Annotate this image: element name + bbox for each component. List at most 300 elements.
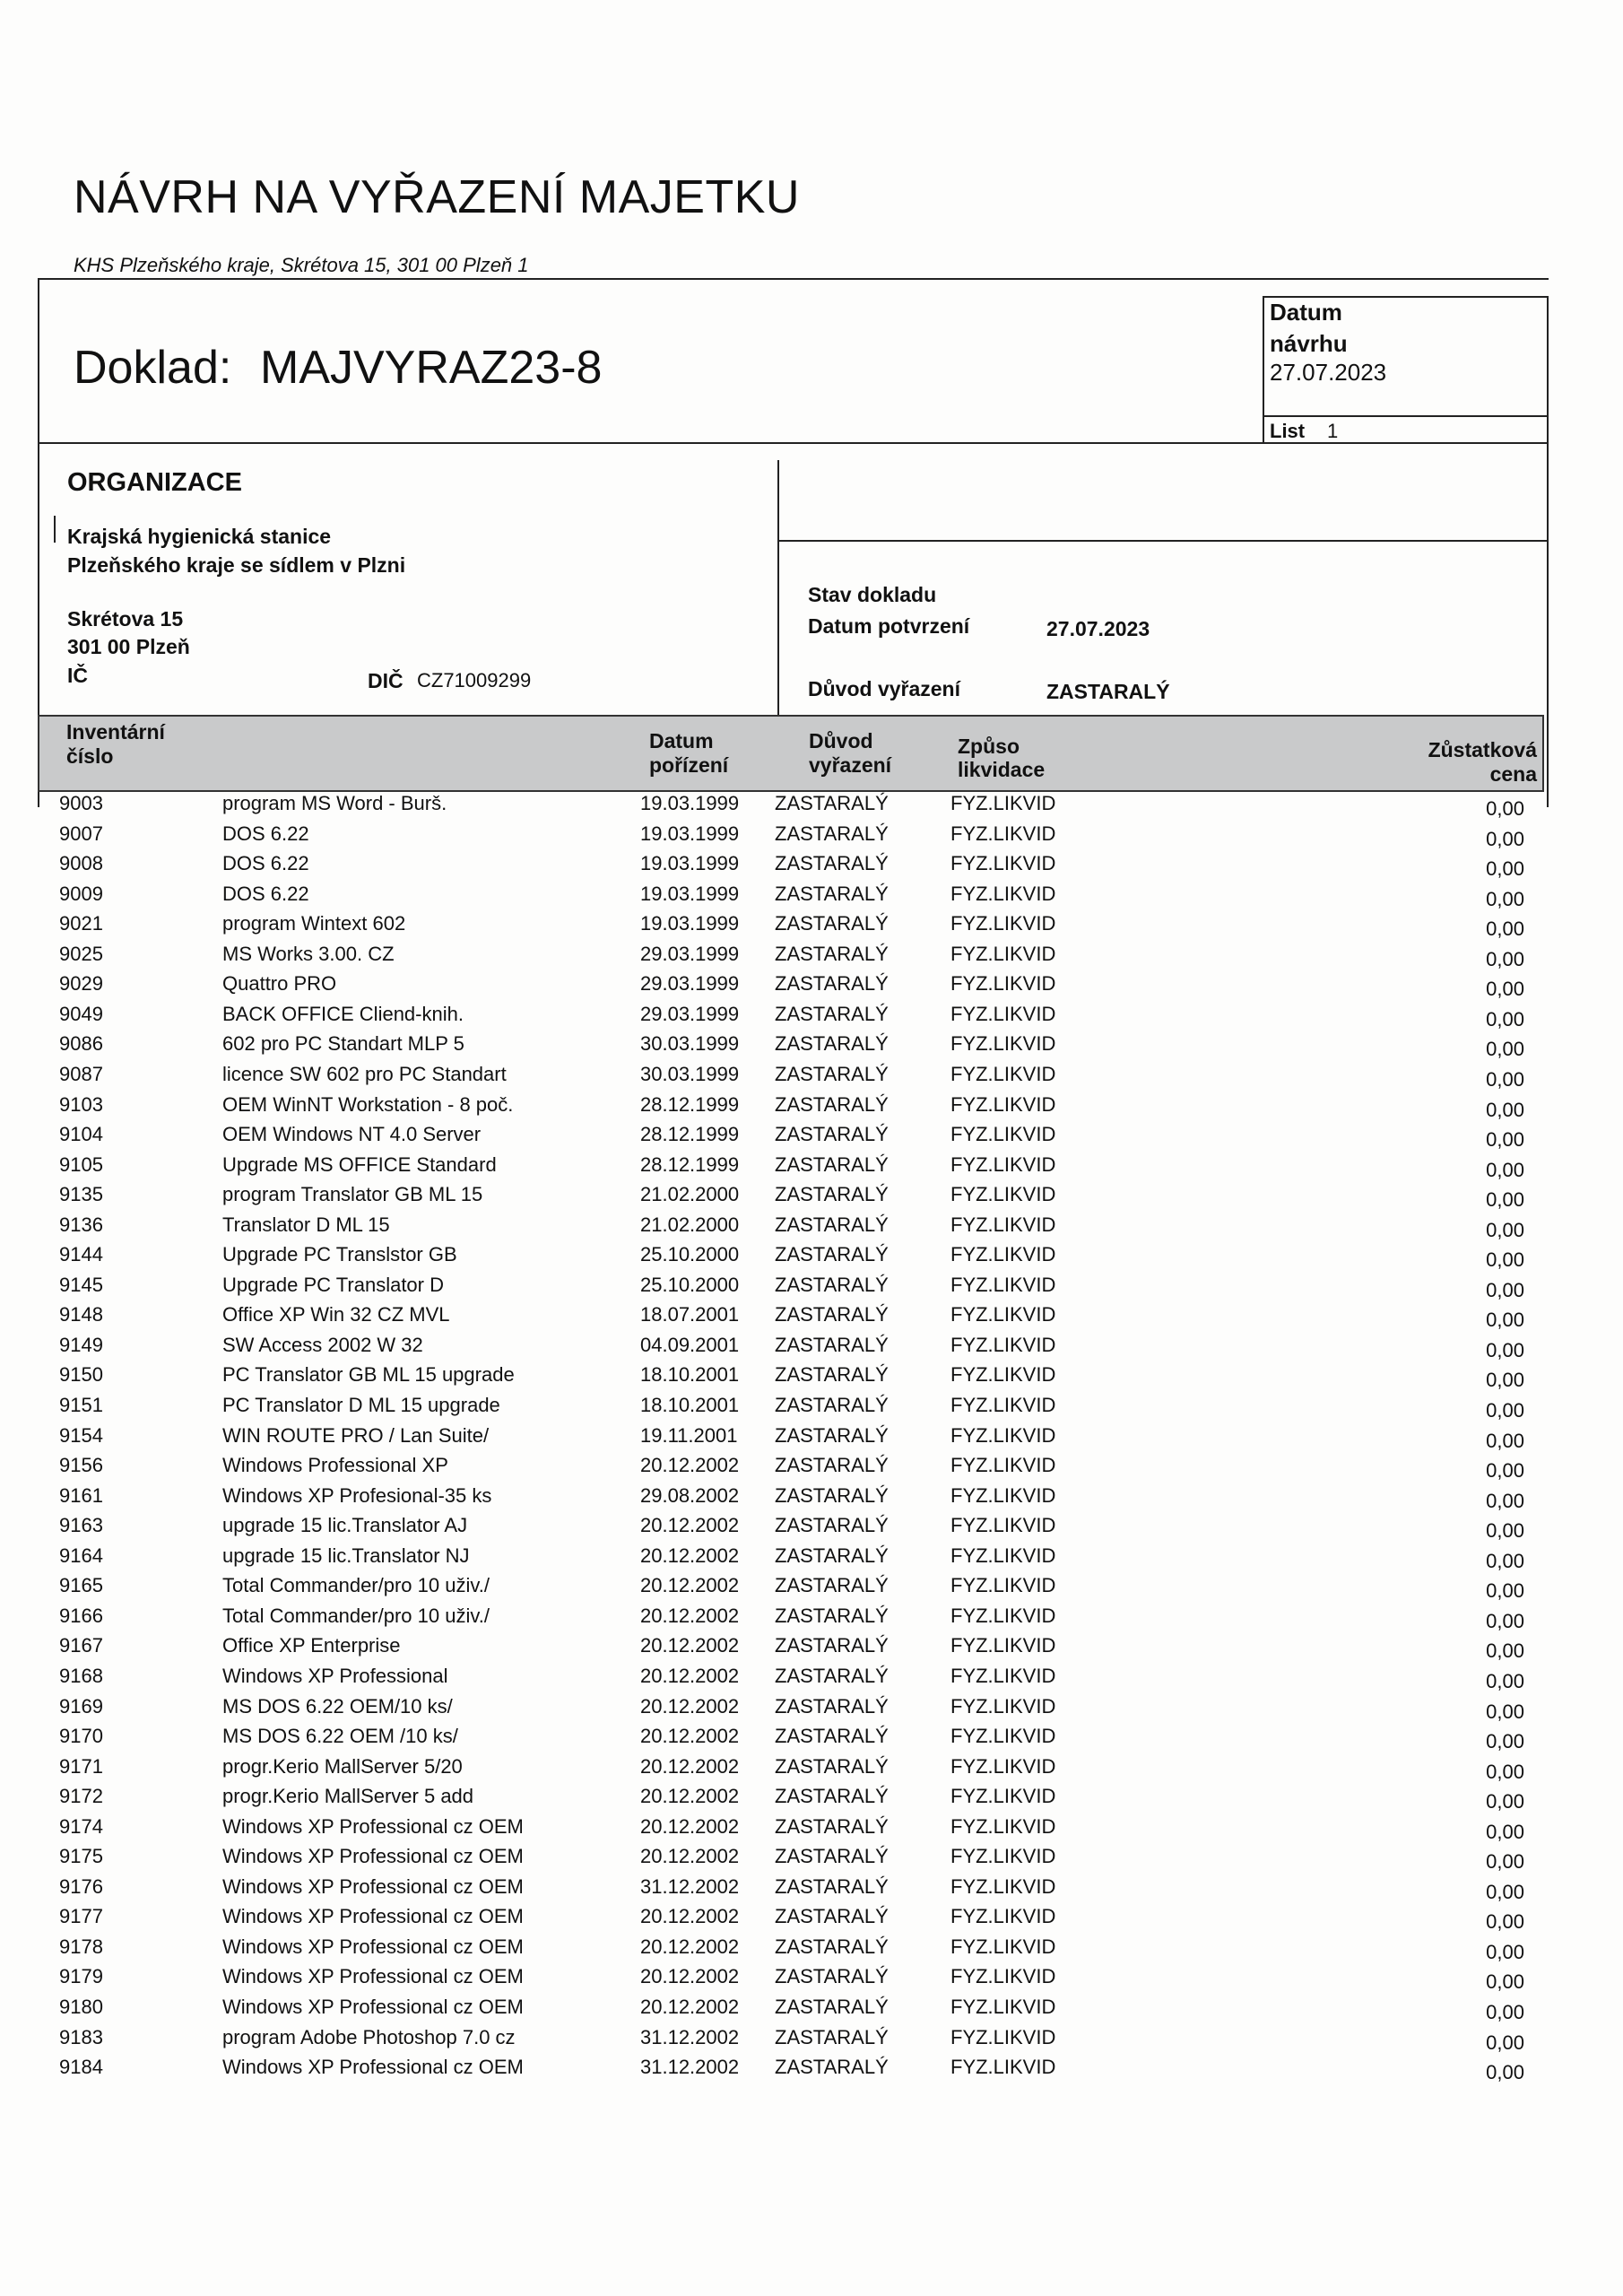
acquisition-date: 20.12.2002 [640, 1785, 740, 1808]
col-duvod-1: Důvod [809, 729, 873, 752]
residual-value: 0,00 [1486, 1038, 1524, 1061]
asset-name: upgrade 15 lic.Translator NJ [222, 1544, 470, 1567]
status-box-top [777, 540, 1549, 542]
acquisition-date: 25.10.2000 [640, 1273, 740, 1296]
inventory-number: 9184 [59, 2056, 103, 2079]
inventory-number: 9177 [59, 1905, 103, 1928]
disposal-method: FYZ.LIKVID [950, 1303, 1056, 1326]
disposal-reason: ZASTARALÝ [775, 1002, 889, 1025]
inventory-number: 9171 [59, 1754, 103, 1778]
inventory-number: 9168 [59, 1664, 103, 1687]
disposal-reason: ZASTARALÝ [775, 1814, 889, 1838]
document-title: NÁVRH NA VYŘAZENÍ MAJETKU [74, 171, 800, 223]
residual-value: 0,00 [1486, 857, 1524, 881]
disposal-reason: ZASTARALÝ [775, 1333, 889, 1356]
disposal-reason: ZASTARALÝ [775, 1213, 889, 1236]
asset-name: Upgrade MS OFFICE Standard [222, 1152, 497, 1176]
asset-name: DOS 6.22 [222, 822, 309, 845]
residual-value: 0,00 [1486, 1910, 1524, 1934]
acquisition-date: 21.02.2000 [640, 1183, 740, 1206]
residual-value: 0,00 [1486, 1609, 1524, 1632]
asset-name: program MS Word - Burš. [222, 792, 447, 814]
residual-value: 0,00 [1486, 797, 1524, 820]
asset-name: PC Translator GB ML 15 upgrade [222, 1363, 515, 1387]
disposal-method: FYZ.LIKVID [950, 1514, 1056, 1537]
disposal-reason: ZASTARALÝ [775, 1062, 889, 1085]
asset-name: MS Works 3.00. CZ [222, 942, 395, 965]
org-city: 301 00 Plzeň [67, 635, 190, 658]
inventory-number: 9172 [59, 1785, 103, 1808]
table-row [0, 1003, 1623, 1033]
inventory-number: 9144 [59, 1243, 103, 1266]
asset-name: Office XP Win 32 CZ MVL [222, 1303, 450, 1326]
disposal-reason: ZASTARALÝ [775, 852, 889, 875]
disposal-reason: ZASTARALÝ [775, 1996, 889, 2018]
inventory-number: 9180 [59, 1996, 103, 2018]
inventory-number: 9176 [59, 1874, 103, 1898]
residual-value: 0,00 [1486, 1820, 1524, 1843]
residual-value: 0,00 [1486, 2061, 1524, 2084]
asset-name: Windows XP Professional cz OEM [222, 1814, 524, 1838]
asset-name: Office XP Enterprise [222, 1634, 401, 1657]
disposal-method: FYZ.LIKVID [950, 1454, 1056, 1477]
residual-value: 0,00 [1486, 1579, 1524, 1603]
disposal-reason: ZASTARALÝ [775, 1243, 889, 1266]
org-line [54, 516, 56, 543]
disposal-reason: ZASTARALÝ [775, 1785, 889, 1808]
inventory-number: 9049 [59, 1002, 103, 1025]
disposal-reason: ZASTARALÝ [775, 1965, 889, 1988]
table-row [0, 1634, 1623, 1665]
asset-name: progr.Kerio MallServer 5 add [222, 1785, 474, 1808]
disposal-method: FYZ.LIKVID [950, 2056, 1056, 2079]
disposal-reason: ZASTARALÝ [775, 1123, 889, 1146]
duvod-vyrazeni-value: ZASTARALÝ [1046, 680, 1170, 703]
disposal-reason: ZASTARALÝ [775, 972, 889, 996]
org-street: Skrétova 15 [67, 607, 184, 631]
disposal-reason: ZASTARALÝ [775, 1183, 889, 1206]
datum-box-left [1263, 296, 1264, 442]
acquisition-date: 19.03.1999 [640, 912, 740, 935]
table-row [0, 1334, 1623, 1364]
table-row [0, 1996, 1623, 2026]
acquisition-date: 20.12.2002 [640, 1965, 740, 1988]
table-row [0, 822, 1623, 853]
table-row [0, 1695, 1623, 1726]
inventory-number: 9009 [59, 882, 103, 905]
residual-value: 0,00 [1486, 1700, 1524, 1723]
disposal-reason: ZASTARALÝ [775, 822, 889, 845]
asset-name: progr.Kerio MallServer 5/20 [222, 1754, 463, 1778]
asset-name: PC Translator D ML 15 upgrade [222, 1394, 500, 1416]
disposal-reason: ZASTARALÝ [775, 1152, 889, 1176]
col-zpusob-2: likvidace [958, 758, 1046, 781]
acquisition-date: 18.10.2001 [640, 1363, 740, 1387]
table-row [0, 1394, 1623, 1424]
table-row [0, 1905, 1623, 1935]
disposal-method: FYZ.LIKVID [950, 1544, 1056, 1567]
acquisition-date: 20.12.2002 [640, 1694, 740, 1718]
table-row [0, 1454, 1623, 1484]
disposal-method: FYZ.LIKVID [950, 1483, 1056, 1507]
acquisition-date: 18.07.2001 [640, 1303, 740, 1326]
inventory-number: 9167 [59, 1634, 103, 1657]
list-label: List [1270, 420, 1306, 442]
inventory-number: 9008 [59, 852, 103, 875]
frame-right [1547, 296, 1549, 807]
residual-value: 0,00 [1486, 918, 1524, 941]
acquisition-date: 29.03.1999 [640, 1002, 740, 1025]
residual-value: 0,00 [1486, 1218, 1524, 1241]
residual-value: 0,00 [1486, 1669, 1524, 1692]
duvod-vyrazeni-label: Důvod vyřazení [808, 677, 960, 700]
table-row [0, 792, 1623, 822]
disposal-reason: ZASTARALÝ [775, 1514, 889, 1537]
residual-value: 0,00 [1486, 1158, 1524, 1181]
asset-name: licence SW 602 pro PC Standart [222, 1062, 507, 1085]
asset-name: MS DOS 6.22 OEM/10 ks/ [222, 1694, 453, 1718]
disposal-method: FYZ.LIKVID [950, 1152, 1056, 1176]
acquisition-date: 04.09.2001 [640, 1333, 740, 1356]
acquisition-date: 28.12.1999 [640, 1092, 740, 1116]
table-row [0, 2056, 1623, 2086]
table-row [0, 1243, 1623, 1274]
asset-name: Total Commander/pro 10 uživ./ [222, 1574, 490, 1597]
inventory-number: 9136 [59, 1213, 103, 1236]
disposal-method: FYZ.LIKVID [950, 1243, 1056, 1266]
table-row [0, 1725, 1623, 1755]
residual-value: 0,00 [1486, 978, 1524, 1001]
residual-value: 0,00 [1486, 827, 1524, 850]
inventory-number: 9145 [59, 1273, 103, 1296]
asset-name: upgrade 15 lic.Translator AJ [222, 1514, 468, 1537]
inventory-number: 9161 [59, 1483, 103, 1507]
table-row [0, 2026, 1623, 2057]
disposal-method: FYZ.LIKVID [950, 1845, 1056, 1868]
dic-value: CZ71009299 [417, 669, 532, 691]
residual-value: 0,00 [1486, 1067, 1524, 1091]
table-row [0, 1153, 1623, 1184]
disposal-reason: ZASTARALÝ [775, 1454, 889, 1477]
disposal-method: FYZ.LIKVID [950, 1213, 1056, 1236]
disposal-method: FYZ.LIKVID [950, 1002, 1056, 1025]
disposal-reason: ZASTARALÝ [775, 1273, 889, 1296]
table-row [0, 1032, 1623, 1063]
table-row [0, 1424, 1623, 1455]
disposal-method: FYZ.LIKVID [950, 1363, 1056, 1387]
residual-value: 0,00 [1486, 1760, 1524, 1783]
residual-value: 0,00 [1486, 1519, 1524, 1543]
acquisition-date: 20.12.2002 [640, 1604, 740, 1627]
residual-value: 0,00 [1486, 887, 1524, 910]
disposal-method: FYZ.LIKVID [950, 792, 1056, 814]
acquisition-date: 20.12.2002 [640, 1634, 740, 1657]
col-datum-1: Datum [649, 729, 714, 752]
asset-name: 602 pro PC Standart MLP 5 [222, 1032, 464, 1056]
org-name-line1: Krajská hygienická stanice [67, 525, 332, 548]
disposal-reason: ZASTARALÝ [775, 2025, 889, 2048]
asset-name: Windows XP Professional cz OEM [222, 2056, 524, 2079]
disposal-method: FYZ.LIKVID [950, 1694, 1056, 1718]
disposal-reason: ZASTARALÝ [775, 1935, 889, 1958]
table-row [0, 1755, 1623, 1786]
organization-label: ORGANIZACE [67, 468, 242, 497]
disposal-method: FYZ.LIKVID [950, 1574, 1056, 1597]
table-row [0, 943, 1623, 973]
residual-value: 0,00 [1486, 2001, 1524, 2023]
inventory-number: 9175 [59, 1845, 103, 1868]
inventory-number: 9174 [59, 1814, 103, 1838]
list-box-top [1263, 415, 1549, 417]
table-row [0, 1514, 1623, 1544]
asset-name: Quattro PRO [222, 972, 337, 996]
disposal-method: FYZ.LIKVID [950, 1273, 1056, 1296]
disposal-reason: ZASTARALÝ [775, 2056, 889, 2079]
disposal-method: FYZ.LIKVID [950, 1814, 1056, 1838]
inventory-number: 9164 [59, 1544, 103, 1567]
asset-name: Windows Professional XP [222, 1454, 448, 1477]
doklad-label: Doklad: [74, 342, 232, 394]
inventory-number: 9135 [59, 1183, 103, 1206]
asset-name: Windows XP Professional cz OEM [222, 1905, 524, 1928]
disposal-reason: ZASTARALÝ [775, 1423, 889, 1447]
table-row [0, 1605, 1623, 1635]
inventory-number: 9007 [59, 822, 103, 845]
disposal-reason: ZASTARALÝ [775, 1694, 889, 1718]
datum-potvrzeni-value: 27.07.2023 [1046, 617, 1150, 640]
asset-name: SW Access 2002 W 32 [222, 1333, 423, 1356]
disposal-method: FYZ.LIKVID [950, 1965, 1056, 1988]
disposal-method: FYZ.LIKVID [950, 1874, 1056, 1898]
residual-value: 0,00 [1486, 1248, 1524, 1272]
disposal-method: FYZ.LIKVID [950, 1092, 1056, 1116]
residual-value: 0,00 [1486, 1940, 1524, 1963]
asset-name: Windows XP Professional cz OEM [222, 1996, 524, 2018]
disposal-reason: ZASTARALÝ [775, 1905, 889, 1928]
inventory-number: 9149 [59, 1333, 103, 1356]
asset-name: WIN ROUTE PRO / Lan Suite/ [222, 1423, 490, 1447]
acquisition-date: 30.03.1999 [640, 1032, 740, 1056]
table-row [0, 1363, 1623, 1394]
residual-value: 0,00 [1486, 1850, 1524, 1874]
asset-name: OEM WinNT Workstation - 8 poč. [222, 1092, 514, 1116]
table-row [0, 1093, 1623, 1124]
residual-value: 0,00 [1486, 1278, 1524, 1301]
disposal-reason: ZASTARALÝ [775, 1394, 889, 1416]
disposal-method: FYZ.LIKVID [950, 1996, 1056, 2018]
col-inv-1: Inventární [66, 720, 165, 744]
asset-name: Upgrade PC Translstor GB [222, 1243, 457, 1266]
acquisition-date: 19.03.1999 [640, 852, 740, 875]
table-row [0, 1845, 1623, 1875]
acquisition-date: 20.12.2002 [640, 1754, 740, 1778]
disposal-reason: ZASTARALÝ [775, 1845, 889, 1868]
disposal-method: FYZ.LIKVID [950, 1333, 1056, 1356]
table-row [0, 1123, 1623, 1153]
inventory-number: 9178 [59, 1935, 103, 1958]
disposal-method: FYZ.LIKVID [950, 2025, 1056, 2048]
residual-value: 0,00 [1486, 1188, 1524, 1212]
acquisition-date: 20.12.2002 [640, 1544, 740, 1567]
acquisition-date: 29.03.1999 [640, 942, 740, 965]
inventory-number: 9086 [59, 1032, 103, 1056]
disposal-reason: ZASTARALÝ [775, 1664, 889, 1687]
col-zustatkova-2: cena [1489, 762, 1537, 786]
inventory-number: 9151 [59, 1394, 103, 1416]
acquisition-date: 20.12.2002 [640, 1725, 740, 1748]
inventory-number: 9148 [59, 1303, 103, 1326]
table-row [0, 1965, 1623, 1996]
inventory-number: 9104 [59, 1123, 103, 1146]
acquisition-date: 20.12.2002 [640, 1996, 740, 2018]
frame-top [38, 278, 1549, 280]
residual-value: 0,00 [1486, 947, 1524, 970]
asset-name: OEM Windows NT 4.0 Server [222, 1123, 482, 1146]
disposal-reason: ZASTARALÝ [775, 1544, 889, 1567]
acquisition-date: 20.12.2002 [640, 1935, 740, 1958]
table-row [0, 1785, 1623, 1815]
asset-name: Windows XP Professional cz OEM [222, 1935, 524, 1958]
table-row [0, 1574, 1623, 1605]
inventory-number: 9105 [59, 1152, 103, 1176]
acquisition-date: 19.03.1999 [640, 882, 740, 905]
asset-name: Windows XP Professional cz OEM [222, 1874, 524, 1898]
asset-name: Windows XP Professional cz OEM [222, 1965, 524, 1988]
inventory-number: 9029 [59, 972, 103, 996]
residual-value: 0,00 [1486, 1007, 1524, 1031]
inventory-number: 9165 [59, 1574, 103, 1597]
disposal-reason: ZASTARALÝ [775, 1604, 889, 1627]
doklad-number: MAJVYRAZ23-8 [260, 342, 603, 394]
inventory-number: 9025 [59, 942, 103, 965]
acquisition-date: 20.12.2002 [640, 1814, 740, 1838]
datum-navrhu-value: 27.07.2023 [1270, 359, 1387, 386]
table-row [0, 1274, 1623, 1304]
residual-value: 0,00 [1486, 1790, 1524, 1813]
table-row [0, 1063, 1623, 1093]
disposal-method: FYZ.LIKVID [950, 852, 1056, 875]
table-row [0, 1935, 1623, 1966]
asset-name: Total Commander/pro 10 uživ./ [222, 1604, 490, 1627]
dic-label: DIČ [368, 669, 404, 692]
disposal-method: FYZ.LIKVID [950, 1062, 1056, 1085]
col-zustatkova-1: Zůstatková [1428, 738, 1537, 761]
inventory-number: 9170 [59, 1725, 103, 1748]
acquisition-date: 31.12.2002 [640, 2025, 740, 2048]
disposal-method: FYZ.LIKVID [950, 1183, 1056, 1206]
list-value: 1 [1327, 420, 1339, 442]
disposal-reason: ZASTARALÝ [775, 942, 889, 965]
col-datum-2: pořízení [649, 753, 729, 777]
table-row [0, 1665, 1623, 1695]
residual-value: 0,00 [1486, 1970, 1524, 1994]
disposal-method: FYZ.LIKVID [950, 1785, 1056, 1808]
disposal-method: FYZ.LIKVID [950, 1394, 1056, 1416]
asset-name: MS DOS 6.22 OEM /10 ks/ [222, 1725, 458, 1748]
disposal-reason: ZASTARALÝ [775, 1574, 889, 1597]
residual-value: 0,00 [1486, 1128, 1524, 1152]
table-row [0, 883, 1623, 913]
disposal-reason: ZASTARALÝ [775, 1032, 889, 1056]
residual-value: 0,00 [1486, 2031, 1524, 2054]
disposal-method: FYZ.LIKVID [950, 1754, 1056, 1778]
residual-value: 0,00 [1486, 1399, 1524, 1422]
inventory-number: 9150 [59, 1363, 103, 1387]
disposal-reason: ZASTARALÝ [775, 1754, 889, 1778]
datum-navrhu-label-1: Datum [1270, 299, 1342, 326]
datum-box-top [1263, 296, 1549, 298]
asset-name: Upgrade PC Translator D [222, 1273, 444, 1296]
residual-value: 0,00 [1486, 1549, 1524, 1572]
acquisition-date: 31.12.2002 [640, 2056, 740, 2079]
disposal-reason: ZASTARALÝ [775, 1363, 889, 1387]
disposal-method: FYZ.LIKVID [950, 1935, 1056, 1958]
acquisition-date: 20.12.2002 [640, 1454, 740, 1477]
disposal-reason: ZASTARALÝ [775, 912, 889, 935]
asset-name: Windows XP Professional [222, 1664, 448, 1687]
table-row [0, 1875, 1623, 1906]
datum-potvrzeni-label: Datum potvrzení [808, 614, 970, 638]
table-row [0, 1815, 1623, 1846]
acquisition-date: 20.12.2002 [640, 1664, 740, 1687]
inventory-number: 9003 [59, 792, 103, 814]
status-box-left [777, 460, 779, 716]
acquisition-date: 30.03.1999 [640, 1062, 740, 1085]
acquisition-date: 20.12.2002 [640, 1574, 740, 1597]
disposal-method: FYZ.LIKVID [950, 1634, 1056, 1657]
asset-name: Windows XP Professional cz OEM [222, 1845, 524, 1868]
inventory-number: 9021 [59, 912, 103, 935]
disposal-method: FYZ.LIKVID [950, 1664, 1056, 1687]
disposal-method: FYZ.LIKVID [950, 882, 1056, 905]
org-name-line2: Plzeňského kraje se sídlem v Plzni [67, 553, 406, 577]
acquisition-date: 19.03.1999 [640, 792, 740, 814]
acquisition-date: 18.10.2001 [640, 1394, 740, 1416]
inventory-number: 9169 [59, 1694, 103, 1718]
asset-name: program Translator GB ML 15 [222, 1183, 483, 1206]
disposal-reason: ZASTARALÝ [775, 1725, 889, 1748]
disposal-reason: ZASTARALÝ [775, 1303, 889, 1326]
acquisition-date: 25.10.2000 [640, 1243, 740, 1266]
disposal-method: FYZ.LIKVID [950, 1423, 1056, 1447]
disposal-method: FYZ.LIKVID [950, 1032, 1056, 1056]
residual-value: 0,00 [1486, 1309, 1524, 1332]
issuer-address: KHS Plzeňského kraje, Skrétova 15, 301 00 Plzeň 1 [74, 254, 529, 276]
disposal-method: FYZ.LIKVID [950, 822, 1056, 845]
inventory-number: 9183 [59, 2025, 103, 2048]
residual-value: 0,00 [1486, 1489, 1524, 1512]
asset-name: DOS 6.22 [222, 852, 309, 875]
col-inv-2: číslo [66, 744, 114, 768]
acquisition-date: 31.12.2002 [640, 1874, 740, 1898]
disposal-method: FYZ.LIKVID [950, 942, 1056, 965]
disposal-reason: ZASTARALÝ [775, 1874, 889, 1898]
inventory-number: 9087 [59, 1062, 103, 1085]
asset-name: program Wintext 602 [222, 912, 406, 935]
disposal-method: FYZ.LIKVID [950, 1604, 1056, 1627]
acquisition-date: 20.12.2002 [640, 1905, 740, 1928]
table-row [0, 972, 1623, 1003]
residual-value: 0,00 [1486, 1639, 1524, 1663]
residual-value: 0,00 [1486, 1730, 1524, 1753]
disposal-reason: ZASTARALÝ [775, 1483, 889, 1507]
ic-label: IČ [67, 664, 88, 687]
acquisition-date: 20.12.2002 [640, 1514, 740, 1537]
acquisition-date: 20.12.2002 [640, 1845, 740, 1868]
table-row [0, 1484, 1623, 1515]
acquisition-date: 29.03.1999 [640, 972, 740, 996]
inventory-number: 9166 [59, 1604, 103, 1627]
